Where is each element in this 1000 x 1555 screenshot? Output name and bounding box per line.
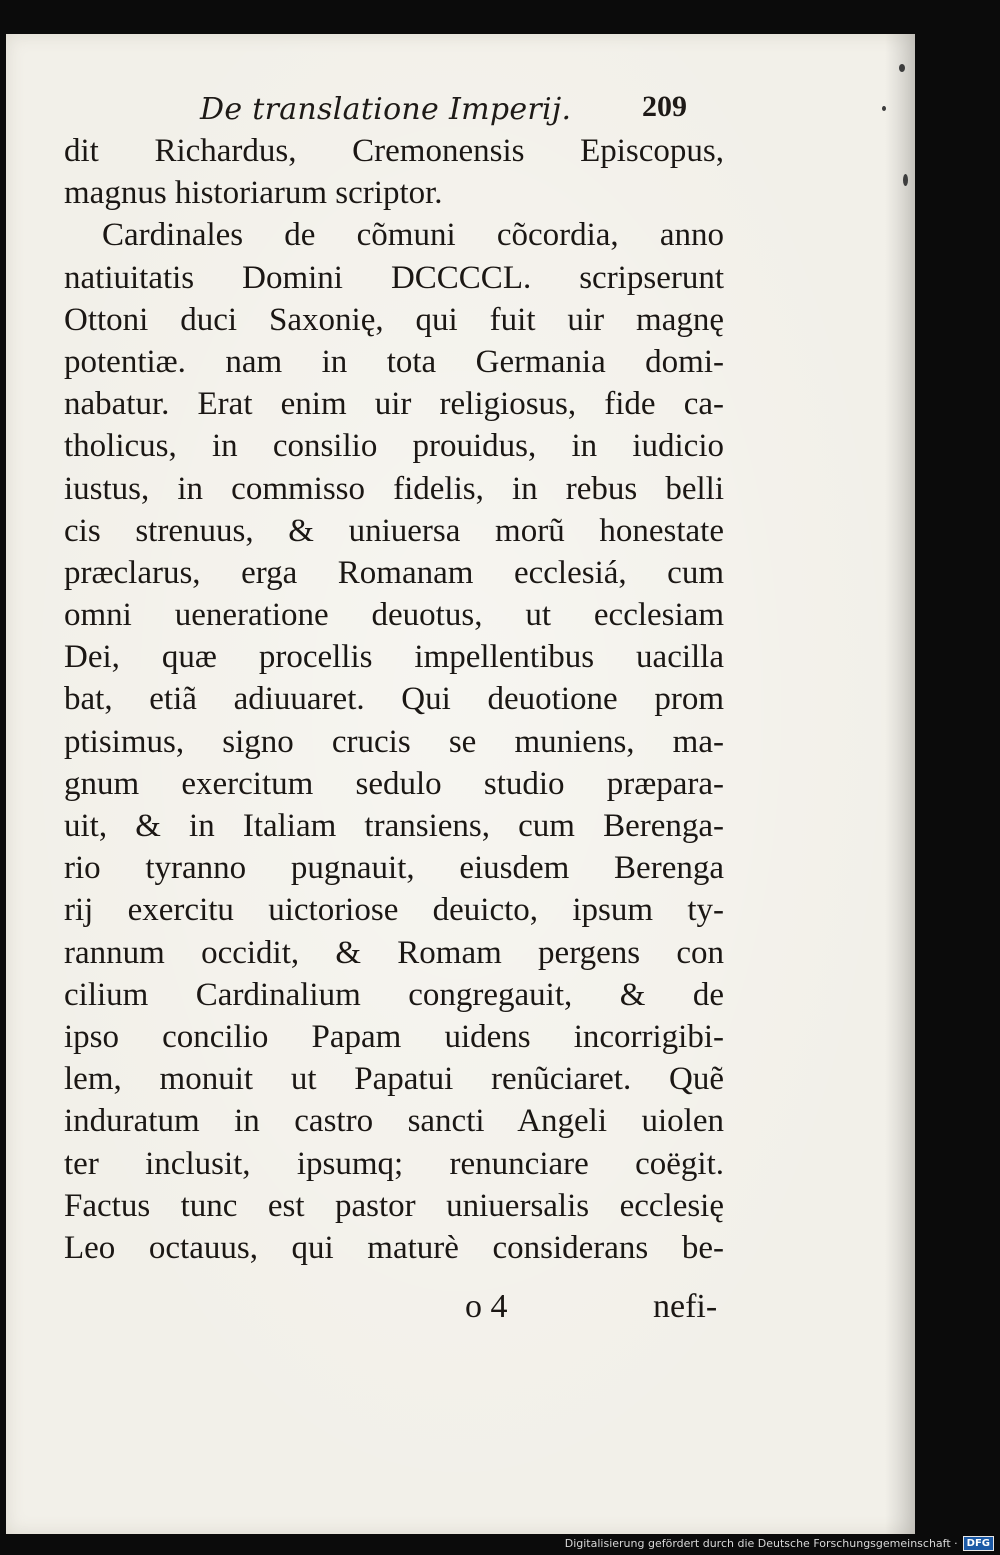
text-line: natiuitatis Domini DCCCCL. scripserunt — [64, 259, 724, 296]
text-line: omni ueneratione deuotus, ut ecclesiam — [64, 597, 724, 634]
text-line: tholicus, in consilio prouidus, in iudicio — [64, 428, 724, 465]
text-line: uit, & in Italiam transiens, cum Berenga- — [64, 808, 724, 844]
text-line: rannum occidit, & Romam pergens con — [64, 934, 724, 971]
text-line: rio tyranno pugnauit, eiusdem Berenga — [64, 850, 724, 887]
catchword: nefi- — [653, 1288, 718, 1325]
text-line: dit Richardus, Cremonensis Episcopus, — [64, 133, 724, 169]
ink-speck — [899, 64, 905, 72]
page-edge-shadow — [885, 34, 915, 1534]
text-line: iustus, in commisso fidelis, in rebus belli — [64, 470, 724, 507]
text-line: induratum in castro sancti Angeli uiolen — [64, 1103, 724, 1140]
text-line: Cardinales de cõmuni cõcordia, anno — [102, 217, 724, 254]
text-line: Factus tunc est pastor uniuersalis ecclesię — [64, 1187, 724, 1224]
text-line: gnum exercitum sedulo studio præpara- — [64, 765, 724, 802]
signature-mark: o 4 — [465, 1288, 508, 1325]
text-line: cilium Cardinalium congregauit, & de — [64, 976, 724, 1013]
text-line: bat, etiã adiuuaret. Qui deuotione prom — [64, 681, 724, 718]
ink-speck — [903, 174, 908, 186]
text-line: rij exercitu uictoriose deuicto, ipsum ty- — [64, 892, 724, 929]
credit-text: Digitalisierung gefördert durch die Deutsche Forschungsgemeinschaft · — [564, 1536, 958, 1550]
text-line: magnus historiarum scriptor. — [64, 175, 443, 212]
text-line: cis strenuus, & uniuersa morũ honestate — [64, 512, 724, 549]
ink-speck — [882, 106, 886, 111]
text-line: ter inclusit, ipsumq; renunciare coëgit. — [64, 1145, 724, 1182]
running-head: De translatione Imperij. — [200, 92, 572, 127]
text-line: nabatur. Erat enim uir religiosus, fide ca- — [64, 386, 724, 423]
dfg-logo: DFG — [963, 1536, 994, 1551]
digitization-credit — [0, 1531, 1000, 1555]
text-line: lem, monuit ut Papatui renũciaret. Quẽ — [64, 1061, 724, 1098]
page-number: 209 — [642, 90, 687, 123]
body-text — [64, 130, 724, 1269]
text-line: Leo octauus, qui maturè considerans be- — [64, 1229, 724, 1266]
text-line: Ottoni duci Saxonię, qui fuit uir magnę — [64, 301, 724, 338]
text-line: præclarus, erga Romanam ecclesiá, cum — [64, 554, 724, 591]
text-line: potentiæ. nam in tota Germania domi- — [64, 343, 724, 380]
text-line: Dei, quæ procellis impellentibus uacilla — [64, 639, 724, 676]
text-line: ipso concilio Papam uidens incorrigibi- — [64, 1018, 724, 1055]
text-line: ptisimus, signo crucis se muniens, ma- — [64, 723, 724, 760]
